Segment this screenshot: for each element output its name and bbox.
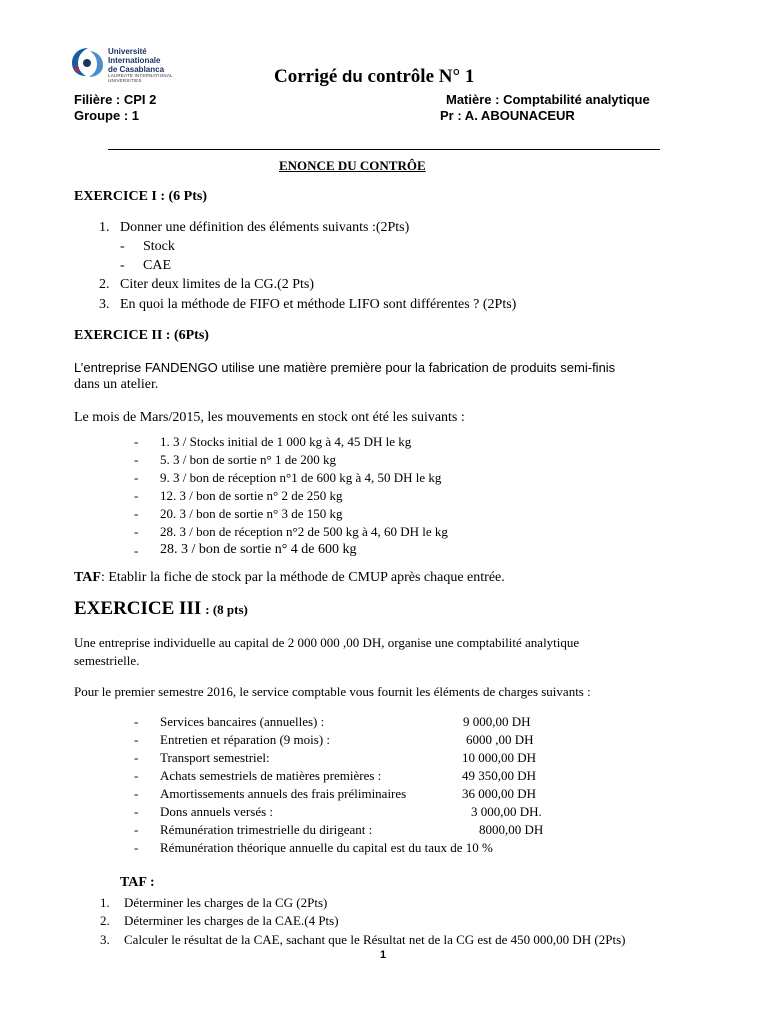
ex3-taf-number-3: 3. [100,932,110,947]
ex3-charge-label-3: Transport semestriel: [160,750,270,765]
filiere-label: Filière : CPI 2 [74,92,157,107]
exercise2-title: EXERCICE II : (6Pts) [74,328,209,343]
ex3-taf-title: TAF : [120,875,155,890]
ex3-charge-dash: - [134,840,139,855]
ex3-charge-value-7: 8000,00 DH [479,822,544,837]
ex2-item-2: 5. 3 / bon de sortie n° 1 de 200 kg [160,452,336,467]
ex1-q1b-dash: - [120,258,125,273]
page-title [274,66,474,88]
enonce-title: ENONCE DU CONTRÔE [279,158,426,173]
ex3-charge-label-7: Rémunération trimestrielle du dirigeant : [160,822,373,837]
exercise3-title [74,598,248,620]
title-word-controle: contrôle N° 1 [367,66,475,87]
ex3-charge-label-4: Achats semestriels de matières premières : [160,768,382,783]
ex3-charge-label-1: Services bancaires (annuelles) : [160,714,325,729]
ex3-charge-value-4: 49 350,00 DH [462,768,537,783]
ex3-charge-value-1: 9 000,00 DH [463,714,531,729]
ex2-item-dash: - [134,524,139,539]
ex3-charge-dash: - [134,768,139,783]
ex3-taf-3: Calculer le résultat de la CAE, sachant que le Résultat net de la CG est de 450 000,00 DH (2Pts) [124,932,626,947]
ex2-item-4: 12. 3 / bon de sortie n° 2 de 250 kg [160,488,343,503]
ex3-taf-number-1: 1. [100,895,110,910]
ex3-charge-dash: - [134,804,139,819]
ex3-charge-dash: - [134,750,139,765]
ex1-q3-number: 3. [99,297,110,312]
ex1-q1b-text: CAE [143,258,171,273]
ex2-taf [74,570,505,586]
ex3-charge-label-2: Entretien et réparation (9 mois) : [160,732,331,747]
ex3-para1-line1: Une entreprise individuelle au capital de 2 000 000 ,00 DH, organise une comptabilité analytique [74,635,580,650]
ex2-item-dash: - [134,452,139,467]
ex3-charge-label-8: Rémunération théorique annuelle du capital est du taux de 10 % [160,840,493,855]
ex1-q1a-text: Stock [143,239,175,254]
ex3-para2: Pour le premier semestre 2016, le service comptable vous fournit les éléments de charges suivants : [74,684,591,699]
ex2-para1-line1 [74,360,615,377]
ex3-charge-value-5: 36 000,00 DH [462,786,537,801]
ex3-charge-label-6: Dons annuels versés : [160,804,274,819]
ex2-item-dash: - [134,488,139,503]
ex2-para1-line1-text: L’entreprise FANDENGO utilise une matière première pour la fabrication de produits semi-finis [74,360,616,375]
ex1-q2-text: Citer deux limites de la CG.(2 Pts) [120,277,315,292]
groupe-label: Groupe : 1 [74,108,140,123]
ex3-charge-value-2: 6000 ,00 DH [466,732,534,747]
ex2-para1-line2: dans un atelier. [74,377,159,392]
ex3-charge-dash: - [134,714,139,729]
logo-emblem-icon [70,45,106,79]
title-word-corrige: Corrigé [274,66,338,87]
ex3-charge-dash: - [134,786,139,801]
matiere-label: Matière : Comptabilité analytique [446,92,650,107]
page-number: 1 [380,949,387,961]
ex2-taf-text: : Etablir la fiche de stock par la méthode de CMUP après chaque entrée. [100,570,505,585]
exercise3-title-text: EXERCICE III [74,598,202,619]
logo-line1: Université Internationale [108,47,161,65]
header-divider [108,149,660,150]
ex2-item-dash: - [134,543,139,558]
ex1-q1-text: Donner une définition des éléments suivants :(2Pts) [120,220,410,235]
ex3-para1-line2: semestrielle. [74,653,140,668]
logo-line2: de Casablanca [108,65,165,74]
exercise3-points: : (8 pts) [205,602,248,617]
ex2-item-5: 20. 3 / bon de sortie n° 3 de 150 kg [160,506,343,521]
ex3-charge-dash: - [134,822,139,837]
ex1-q1a-dash: - [120,239,125,254]
title-word-du: du [337,67,368,86]
ex3-charge-label-5: Amortissements annuels des frais préliminaires [160,786,407,801]
ex2-item-dash: - [134,434,139,449]
ex3-charge-value-6: 3 000,00 DH. [471,804,542,819]
ex2-item-3: 9. 3 / bon de réception n°1 de 600 kg à 4, 50 DH le kg [160,470,442,485]
logo-tagline: LAUREATE INTERNATIONAL UNIVERSITIES [108,73,173,83]
ex2-taf-label: TAF [74,570,101,585]
ex2-item-dash: - [134,506,139,521]
ex1-q1-number: 1. [99,220,110,235]
ex1-q3-text: En quoi la méthode de FIFO et méthode LIFO sont différentes ? (2Pts) [120,297,517,312]
ex2-para2: Le mois de Mars/2015, les mouvements en stock ont été les suivants : [74,410,465,425]
ex3-taf-1: Déterminer les charges de la CG (2Pts) [124,895,328,910]
professeur-label: Pr : A. ABOUNACEUR [440,108,575,123]
exercise1-title: EXERCICE I : (6 Pts) [74,189,207,204]
ex3-taf-2: Déterminer les charges de la CAE.(4 Pts) [124,913,339,928]
ex2-item-6: 28. 3 / bon de réception n°2 de 500 kg à 4, 60 DH le kg [160,524,448,539]
ex3-charge-value-3: 10 000,00 DH [462,750,537,765]
ex2-item-1: 1. 3 / Stocks initial de 1 000 kg à 4, 45 DH le kg [160,434,412,449]
ex3-charge-dash: - [134,732,139,747]
ex2-item-dash: - [134,470,139,485]
ex1-q2-number: 2. [99,277,110,292]
university-logo [70,45,180,83]
ex3-taf-number-2: 2. [100,913,110,928]
ex2-item-7: 28. 3 / bon de sortie n° 4 de 600 kg [160,542,357,557]
